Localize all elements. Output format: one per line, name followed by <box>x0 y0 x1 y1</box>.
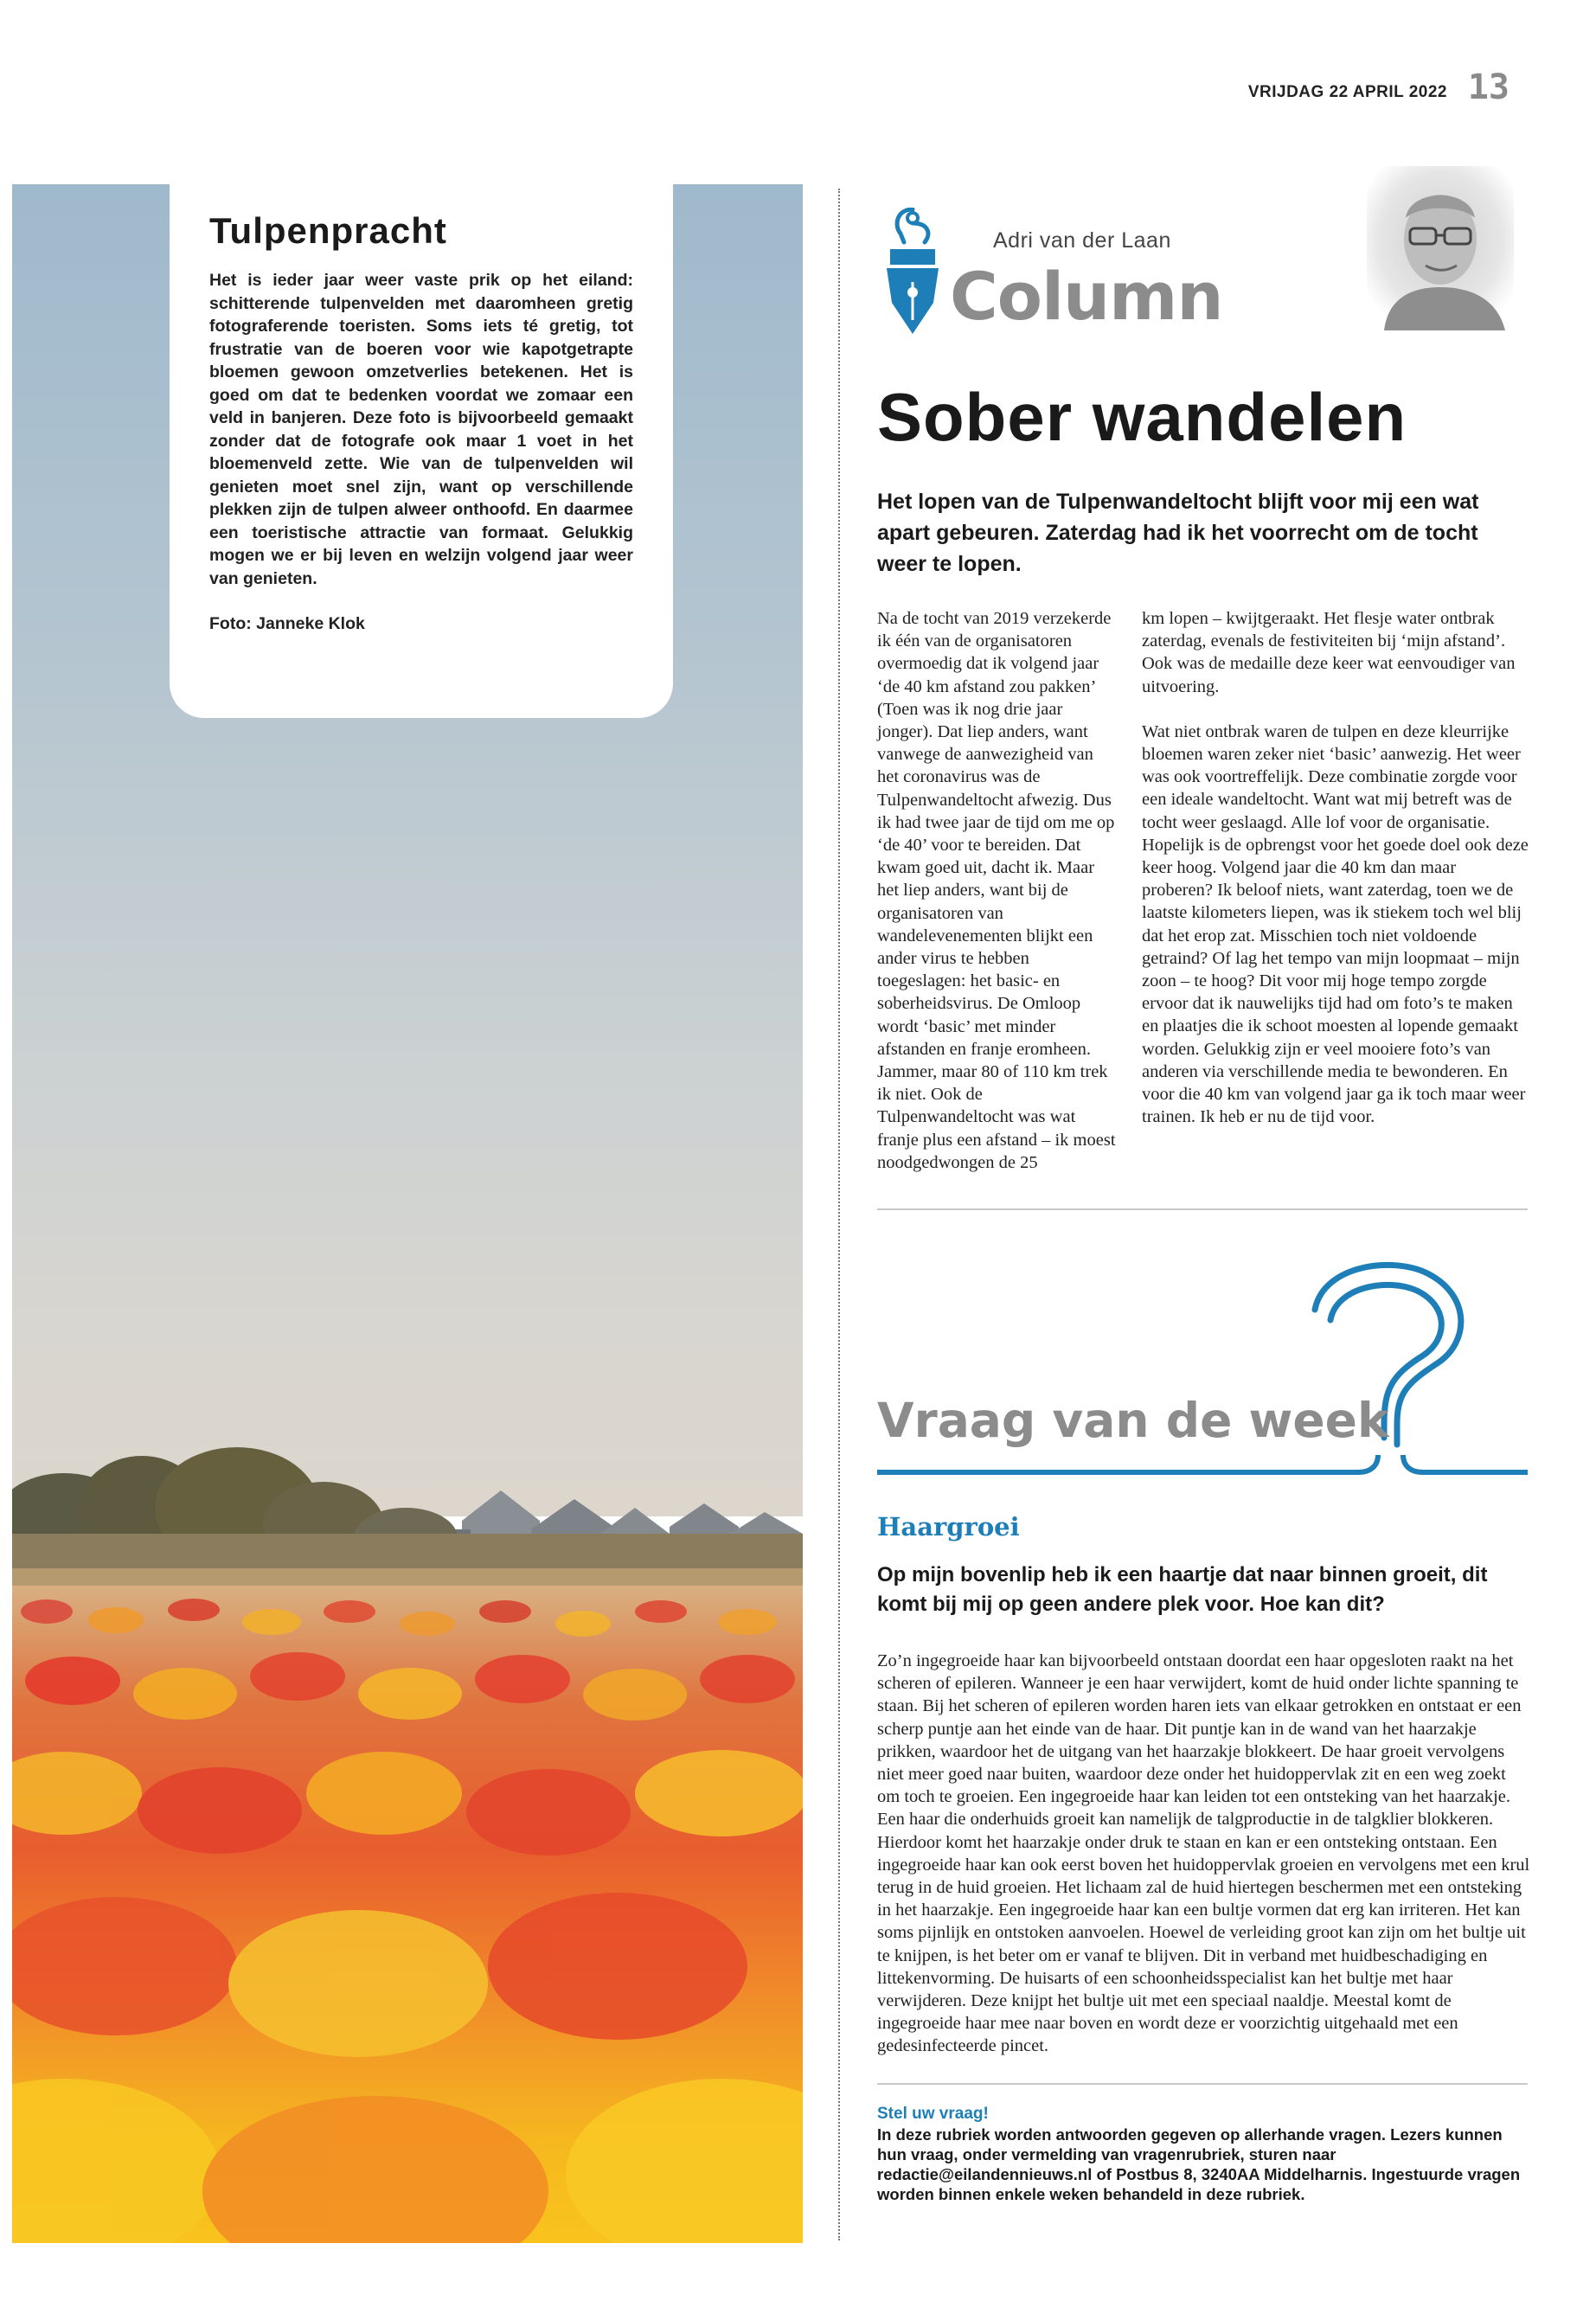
vraag-title: Vraag van de week <box>877 1393 1389 1448</box>
column-label: Column <box>950 258 1223 335</box>
column-divider <box>838 189 840 2240</box>
column-body-col2 <box>1142 607 1531 1174</box>
photo-tulips <box>12 1586 803 2243</box>
column-body-col1: Na de tocht van 2019 verzekerde ik één van de organisatoren overmoedig dat ik volgend jaar ‘de 40 km afstand zou pakken’ (Toen was ik nog drie jaar jonger). Dat liep anders, want vanwege de aanwezigheid van het coronavirus was de Tulpenwandeltocht afwezig. Dus ik had twee jaar de tijd om me op ‘de 40’ voor te bereiden. Dat kwam goed uit, dacht ik. Maar het liep anders, want bij de organisatoren van wandelevenementen blijkt een ander virus te hebben toegeslagen: het basic- en soberheidsvirus. De Omloop wordt ‘basic’ met minder afstanden en franje eromheen. Jammer, maar 80 of 110 km trek ik niet. Ook de Tulpenwandeltocht was wat franje plus een afstand – ik moest noodgedwongen de 25 <box>877 609 1116 1172</box>
photo-caption <box>170 184 673 718</box>
section-rule <box>877 1208 1528 1210</box>
photo-credit: Foto: Janneke Klok <box>209 614 365 633</box>
column-headline: Sober wandelen <box>877 379 1407 455</box>
stel-uw-vraag-text: In deze rubriek worden antwoorden gegeven op allerhande vragen. Lezers kunnen hun vraag, onder vermelding van vragenrubriek, sturen naar redactie@eilandennieuws.nl of Postbus 8, 3240AA Middelharnis. Ingestuurde vragen worden binnen enkele weken behandeld in deze rubriek. <box>877 2125 1521 2203</box>
column-body <box>877 607 1531 1174</box>
section-rule <box>877 2083 1528 2085</box>
vraag-answer: Zo’n ingegroeide haar kan bijvoorbeeld ontstaan doordat een haar opgesloten raakt na het scheren of epileren. Wanneer je een haar verwijdert, komt de huid onder lichte spanning te staan. Bij het scheren of epileren worden haren iets van elkaar getrokken en ontstaat er een scherp puntje aan het einde van de haar. Dit puntje kan in de wand van het haarzakje prikken, waardoor het de uitgang van het haarzakje blokkeert. De haar groeit vervolgens niet meer goed naar buiten, waardoor deze onder het huidoppervlak zit en een weg zoekt om toch te groeien. Een ingegroeide haar kan leiden tot een ontsteking van het haarzakje. Een haar die onderhuids groeit kan namelijk de talgproductie in de talgklier blokkeren. Hierdoor komt het haarzakje onder druk te staan en kan er een ontsteking ontstaan. Een ingegroeide haar kan ook eerst boven het huidoppervlak groeien en vervolgens met een krul terug in de huid groeien. Het lichaam zal de huid hiertegen beschermen met een ontsteking in het haarzakje. Een ingegroeide haar kan een bultje vormen dat erg kan irriteren. Het kan soms pijnlijk en ontstoken aanvoelen. Hoewel de verleiding groot kan zijn om het bultje uit te knijpen, is het beter om er vanaf te blijven. Dit in verband met huidbeschadiging en littekenvorming. De huisarts of een schoonheidsspecialist kan het bultje met haar verwijderen. Deze knijpt het bultje uit met een speciaal naaldje. Meestal komt de ingegroeide haar mee naar boven en wordt deze er voorzichtig uitgehaald met een gedesinfecteerde pincet. <box>877 1651 1530 2056</box>
page-header <box>0 67 1596 111</box>
caption-text: Het is ieder jaar weer vaste prik op het eiland: schitterende tulpenvelden met daaromheen gretig fotograferende toeristen. Soms iets té gretig, tot frustratie van de boeren voor wie kapotgetrapte bloemen gewoon omzetverlies betekenen. Het is goed om dat te bedenken voordat we zomaar een veld in banjeren. Deze foto is bijvoorbeeld gemaakt zonder dat de fotografe ook maar 1 voet in het bloemenveld zette. Wie van de tulpenvelden wil genieten moet snel zijn, want op verschillende plekken zijn de tulpen alweer onthoofd. En daarmee een toeristische attractie van formaat. Gelukkig mogen we er bij leven en welzijn volgend jaar weer van genieten. <box>209 271 633 588</box>
vraag-question: Op mijn bovenlip heb ik een haartje dat naar binnen groeit, dit komt bij mij op geen andere plek voor. Hoe kan dit? <box>877 1563 1488 1616</box>
stel-uw-vraag-title: Stel uw vraag! <box>877 2105 989 2123</box>
vraag-heading: Haargroei <box>877 1512 1020 1541</box>
column-paragraph: km lopen – kwijtgeraakt. Het flesje water ontbrak zaterdag, evenals de festiviteiten bij ‘mijn afstand’. Ook was de medaille deze keer wat eenvoudiger van uitvoering. <box>1142 609 1516 696</box>
column-paragraph: Wat niet ontbrak waren de tulpen en deze kleurrijke bloemen waren zeker niet ‘basic’ aanwezig. Het weer was ook voortreffelijk. Deze combinatie zorgde voor een ideale wandeltocht. Want wat mij betreft was de tocht weer geslaagd. Alle lof voor de organisatie. Hopelijk is de opbrengst voor het goede doel ook deze keer hoog. Volgend jaar die 40 km dan maar proberen? Ik beloof niets, want zaterdag, toen we de laatste kilometers liepen, was ik stiekem toch wel blij dat het erop zat. Misschien toch niet voldoende getraind? Of lag het tempo van mijn loopmaat – mijn zoon – te hoog? Dit voor mij hoge tempo zorgde ervoor dat ik nauwelijks tijd had om foto’s te maken en plaatjes die ik schoot moesten al lopende gemaakt worden. Gelukkig zijn er veel mooiere foto’s van anderen via verschillende media te bewonderen. En voor die 40 km van volgend jaar ga ik toch maar weer trainen. Ik heb er nu de tijd voor. <box>1142 721 1529 1127</box>
column-intro: Het lopen van de Tulpenwandeltocht blijft voor mij een wat apart gebeuren. Zaterdag had ik het voorrecht om de tocht weer te lopen. <box>877 490 1479 576</box>
page-number: 13 <box>1467 67 1509 107</box>
column-author: Adri van der Laan <box>993 228 1171 253</box>
caption-title: Tulpenpracht <box>209 210 447 251</box>
pen-nib-icon <box>878 208 947 337</box>
issue-date: VRIJDAG 22 APRIL 2022 <box>1247 83 1447 101</box>
author-portrait <box>1367 166 1514 330</box>
